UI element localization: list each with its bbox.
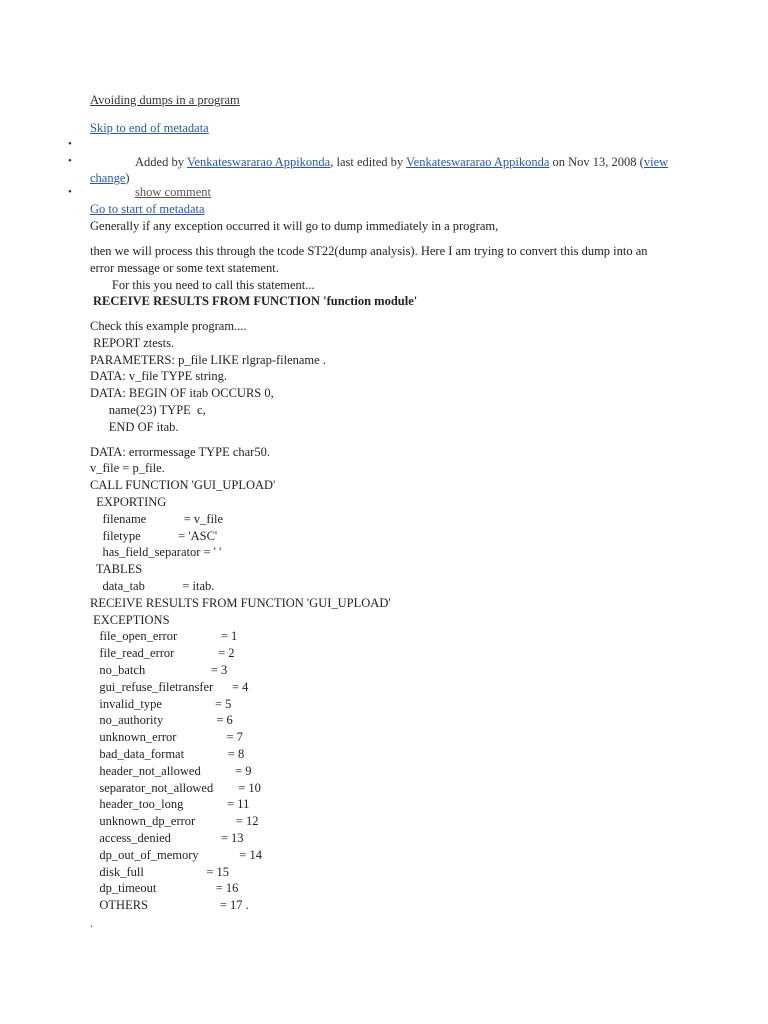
code-line: separator_not_allowed = 10 xyxy=(90,780,261,795)
code-line: dp_timeout = 16 xyxy=(90,881,239,896)
code-line: file_read_error = 2 xyxy=(90,646,235,661)
bullet-icon: • xyxy=(68,186,72,198)
code-line: bad_data_format = 8 xyxy=(90,746,245,761)
explanation-line-2: error message or some text statement. xyxy=(90,261,279,275)
receive-results-statement: RECEIVE RESULTS FROM FUNCTION 'function module' xyxy=(93,294,418,308)
code-line: disk_full = 15 xyxy=(90,864,229,879)
code-line: file_open_error = 1 xyxy=(90,629,238,644)
code-line: REPORT ztests. xyxy=(90,335,175,350)
editor-link[interactable]: Venkateswararao Appikonda xyxy=(406,155,550,169)
code-line: v_file = p_file. xyxy=(90,461,165,476)
code-line: TABLES xyxy=(90,562,143,577)
code-line: unknown_dp_error = 12 xyxy=(90,814,259,829)
code-line: Check this example program.... xyxy=(90,319,247,333)
example-code-block xyxy=(90,318,391,914)
code-line: no_batch = 3 xyxy=(90,662,228,677)
code-line: has_field_separator = ' ' xyxy=(90,545,222,560)
bullet-icon: • xyxy=(68,138,72,150)
show-comment-link[interactable]: show comment xyxy=(135,185,212,199)
code-line: DATA: v_file TYPE string. xyxy=(90,369,227,384)
code-line: unknown_error = 7 xyxy=(90,730,243,745)
code-line: OTHERS = 17 . xyxy=(90,898,249,913)
code-line: invalid_type = 5 xyxy=(90,696,232,711)
code-line: dp_out_of_memory = 14 xyxy=(90,847,262,862)
edit-date: on Nov 13, 2008 ( xyxy=(549,155,644,169)
edited-by-label: , last edited by xyxy=(330,155,407,169)
code-line: filetype = 'ASC' xyxy=(90,528,218,543)
code-line: name(23) TYPE c, xyxy=(90,402,206,417)
explanation-line-1: then we will process this through the tcode ST22(dump analysis). Here I am trying to convert this dump into an xyxy=(90,244,648,258)
view-change-link[interactable]: view change xyxy=(90,155,669,185)
close-paren: ) xyxy=(125,171,130,185)
bullet-icon: • xyxy=(68,155,72,167)
code-line: CALL FUNCTION 'GUI_UPLOAD' xyxy=(90,478,276,493)
added-by-label: Added by xyxy=(135,155,187,169)
code-line: DATA: errormessage TYPE char50. xyxy=(90,444,270,459)
code-line: data_tab = itab. xyxy=(90,578,215,593)
trailing-period: . xyxy=(90,916,93,930)
page-metadata xyxy=(90,154,690,186)
code-line: no_authority = 6 xyxy=(90,713,233,728)
code-line: header_too_long = 11 xyxy=(90,797,250,812)
go-to-start-link[interactable]: Go to start of metadata xyxy=(90,202,205,216)
skip-to-end-link[interactable]: Skip to end of metadata xyxy=(90,121,209,135)
code-line: header_not_allowed = 9 xyxy=(90,763,252,778)
code-line: access_denied = 13 xyxy=(90,830,244,845)
code-line: DATA: BEGIN OF itab OCCURS 0, xyxy=(90,386,274,401)
code-line: RECEIVE RESULTS FROM FUNCTION 'GUI_UPLOAD' xyxy=(90,595,391,610)
code-line: END OF itab. xyxy=(90,419,179,434)
explanation-line-3: For this you need to call this statement... xyxy=(90,278,315,292)
code-line: EXPORTING xyxy=(90,494,167,509)
code-line: gui_refuse_filetransfer = 4 xyxy=(90,679,249,694)
code-line: EXCEPTIONS xyxy=(90,612,170,627)
author-link[interactable]: Venkateswararao Appikonda xyxy=(186,155,331,169)
page-title: Avoiding dumps in a program xyxy=(90,93,240,107)
code-line: filename = v_file xyxy=(90,511,224,526)
code-line: PARAMETERS: p_file LIKE rlgrap-filename . xyxy=(90,352,326,367)
intro-paragraph: Generally if any exception occurred it will go to dump immediately in a program, xyxy=(90,219,499,233)
